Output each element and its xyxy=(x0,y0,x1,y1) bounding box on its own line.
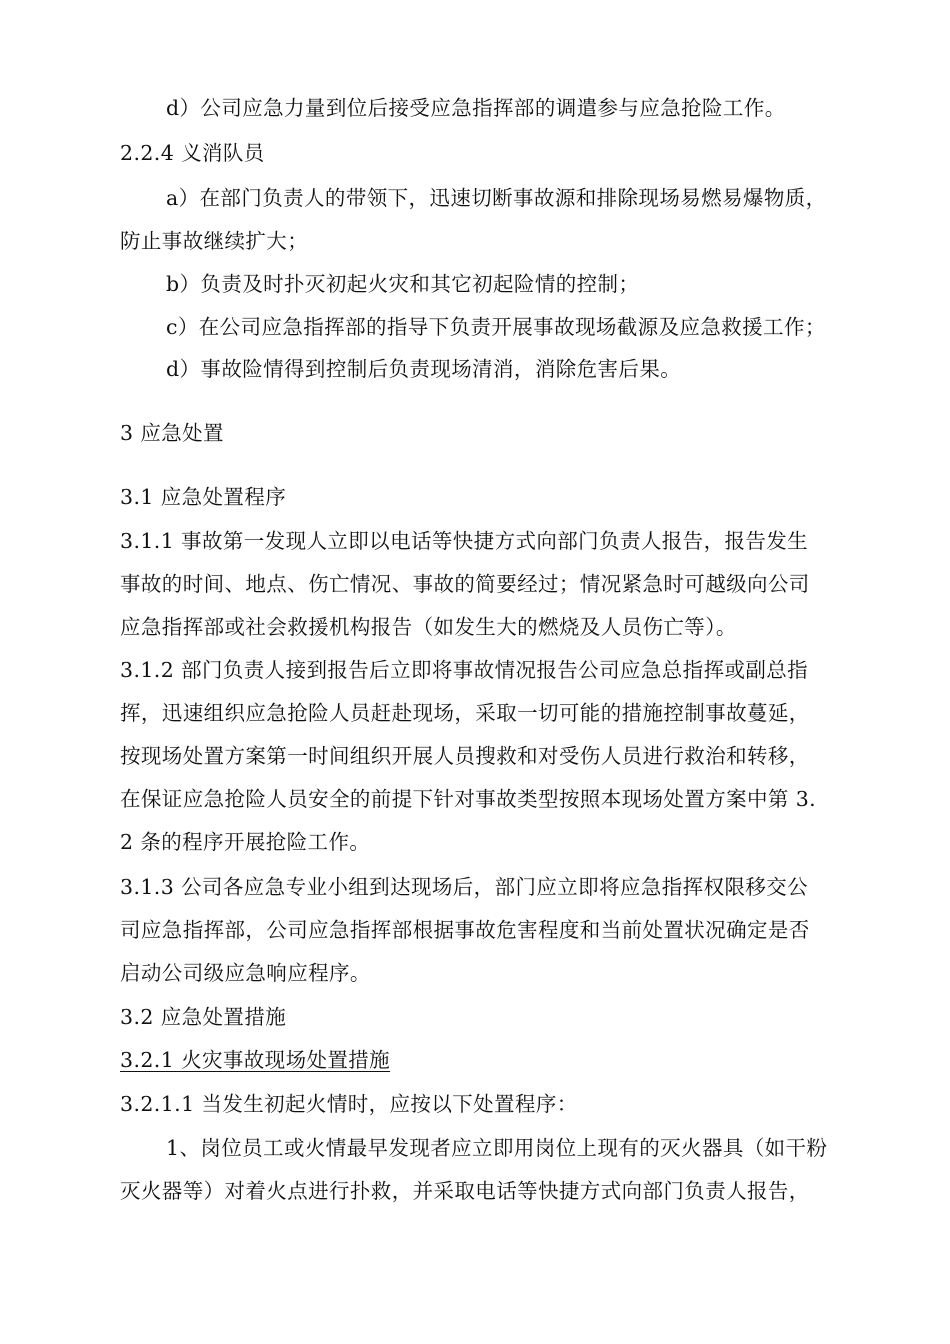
paragraph-line: 灭火器等）对着火点进行扑救，并采取电话等快捷方式向部门负责人报告， xyxy=(120,1179,810,1203)
paragraph-line: c）在公司应急指挥部的指导下负责开展事故现场截源及应急救援工作； xyxy=(166,315,826,339)
paragraph-line: 启动公司级应急响应程序。 xyxy=(120,961,371,985)
subsection-heading-underlined: 3.2.1 火灾事故现场处置措施 xyxy=(120,1048,391,1072)
paragraph-line: 应急指挥部或社会救援机构报告（如发生大的燃烧及人员伤亡等）。 xyxy=(120,615,737,639)
section-heading: 3.1 应急处置程序 xyxy=(120,485,287,509)
section-heading: 2.2.4 义消队员 xyxy=(120,141,265,165)
section-heading: 3.2 应急处置措施 xyxy=(120,1005,287,1029)
paragraph-line: 司应急指挥部，公司应急指挥部根据事故危害程度和当前处置状况确定是否 xyxy=(120,918,810,942)
paragraph-line: b）负责及时扑灭初起火灾和其它初起险情的控制； xyxy=(166,272,640,296)
paragraph-line: d）公司应急力量到位后接受应急指挥部的调遣参与应急抢险工作。 xyxy=(166,96,786,120)
paragraph-line: a）在部门负责人的带领下，迅速切断事故源和排除现场易燃易爆物质， xyxy=(166,186,827,210)
paragraph-line: 事故的时间、地点、伤亡情况、事故的简要经过；情况紧急时可越级向公司 xyxy=(120,572,810,596)
paragraph-line: 挥，迅速组织应急抢险人员赶赴现场，采取一切可能的措施控制事故蔓延， xyxy=(120,701,810,725)
section-heading: 3 应急处置 xyxy=(120,421,224,445)
paragraph-line: 防止事故继续扩大； xyxy=(120,229,309,253)
paragraph-line: 在保证应急抢险人员安全的前提下针对事故类型按照本现场处置方案中第 3. xyxy=(120,787,817,811)
paragraph-line: d）事故险情得到控制后负责现场清消，消除危害后果。 xyxy=(166,357,682,381)
paragraph-line: 按现场处置方案第一时间组织开展人员搜救和对受伤人员进行救治和转移， xyxy=(120,744,810,768)
paragraph-line: 3.1.2 部门负责人接到报告后立即将事故情况报告公司应急总指挥或副总指 xyxy=(120,658,809,682)
paragraph-line: 3.1.1 事故第一发现人立即以电话等快捷方式向部门负责人报告，报告发生 xyxy=(120,529,809,553)
paragraph-line: 2 条的程序开展抢险工作。 xyxy=(120,830,371,854)
paragraph-line: 3.2.1.1 当发生初起火情时，应按以下处置程序： xyxy=(120,1092,578,1116)
paragraph-line: 3.1.3 公司各应急专业小组到达现场后，部门应立即将应急指挥权限移交公 xyxy=(120,875,809,899)
paragraph-line: 1、岗位员工或火情最早发现者应立即用岗位上现有的灭火器具（如干粉 xyxy=(166,1136,828,1160)
